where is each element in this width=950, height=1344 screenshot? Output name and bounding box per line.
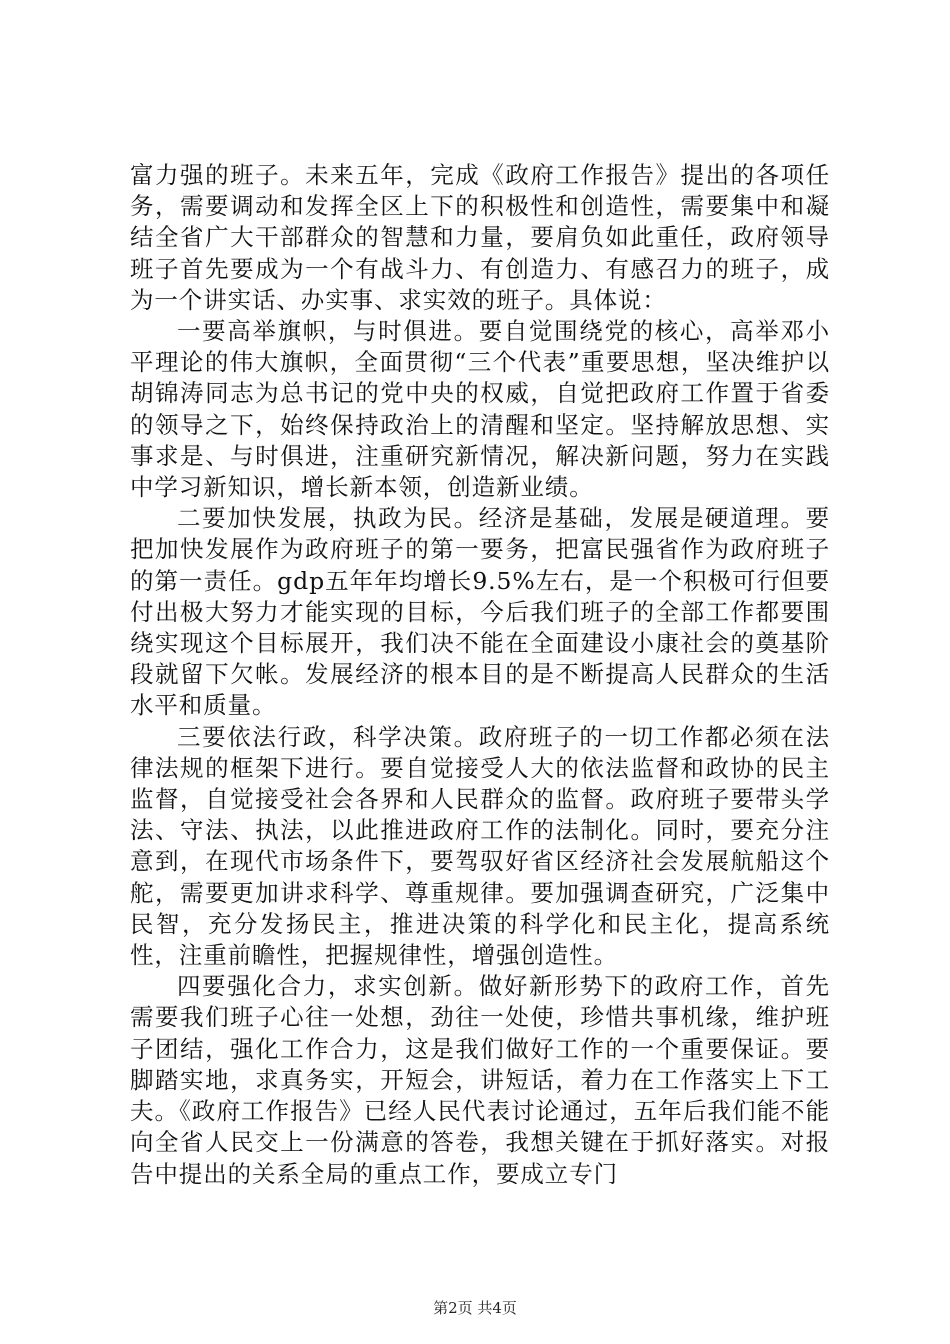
paragraph-point-two: 二要加快发展，执政为民。经济是基础，发展是硬道理。要把加快发展作为政府班子的第一要务，把富民强省作为政府班子的第一责任。gdp五年年均增长9.5%左右，是一个积极可行但要付出极大努力才能实现的目标，今后我们班子的全部工作都要围绕实现这个目标展开，我们决不能在全面建设小康社会的奠基阶段就留下欠帐。发展经济的根本目的是不断提高人民群众的生活水平和质量。 [130, 504, 830, 720]
page-number-footer: 第2页 共4页 [433, 1299, 517, 1317]
paragraph-point-three: 三要依法行政，科学决策。政府班子的一切工作都必须在法律法规的框架下进行。要自觉接受人大的依法监督和政协的民主监督，自觉接受社会各界和人民群众的监督。政府班子要带头学法、守法、执法，以此推进政府工作的法制化。同时，要充分注意到，在现代市场条件下，要驾驭好省区经济社会发展航船这个舵，需要更加讲求科学、尊重规律。要加强调查研究，广泛集中民智，充分发扬民主，推进决策的科学化和民主化，提高系统性，注重前瞻性，把握规律性，增强创造性。 [130, 722, 830, 970]
document-body [130, 160, 830, 1190]
paragraph-point-four: 四要强化合力，求实创新。做好新形势下的政府工作，首先需要我们班子心往一处想，劲往一处使，珍惜共事机缘，维护班子团结，强化工作合力，这是我们做好工作的一个重要保证。要脚踏实地，求真务实，开短会，讲短话，着力在工作落实上下工夫。《政府工作报告》已经人民代表讨论通过，五年后我们能不能向全省人民交上一份满意的答卷，我想关键在于抓好落实。对报告中提出的关系全局的重点工作，要成立专门 [130, 972, 830, 1188]
paragraph-continuation: 富力强的班子。未来五年，完成《政府工作报告》提出的各项任务，需要调动和发挥全区上下的积极性和创造性，需要集中和凝结全省广大干部群众的智慧和力量，要肩负如此重任，政府领导班子首先要成为一个有战斗力、有创造力、有感召力的班子，成为一个讲实话、办实事、求实效的班子。具体说： [130, 161, 830, 314]
paragraph-point-one: 一要高举旗帜，与时俱进。要自觉围绕党的核心，高举邓小平理论的伟大旗帜，全面贯彻“三个代表”重要思想，坚决维护以胡锦涛同志为总书记的党中央的权威，自觉把政府工作置于省委的领导之下，始终保持政治上的清醒和坚定。坚持解放思想、实事求是、与时俱进，注重研究新情况，解决新问题，努力在实践中学习新知识，增长新本领，创造新业绩。 [130, 317, 830, 502]
